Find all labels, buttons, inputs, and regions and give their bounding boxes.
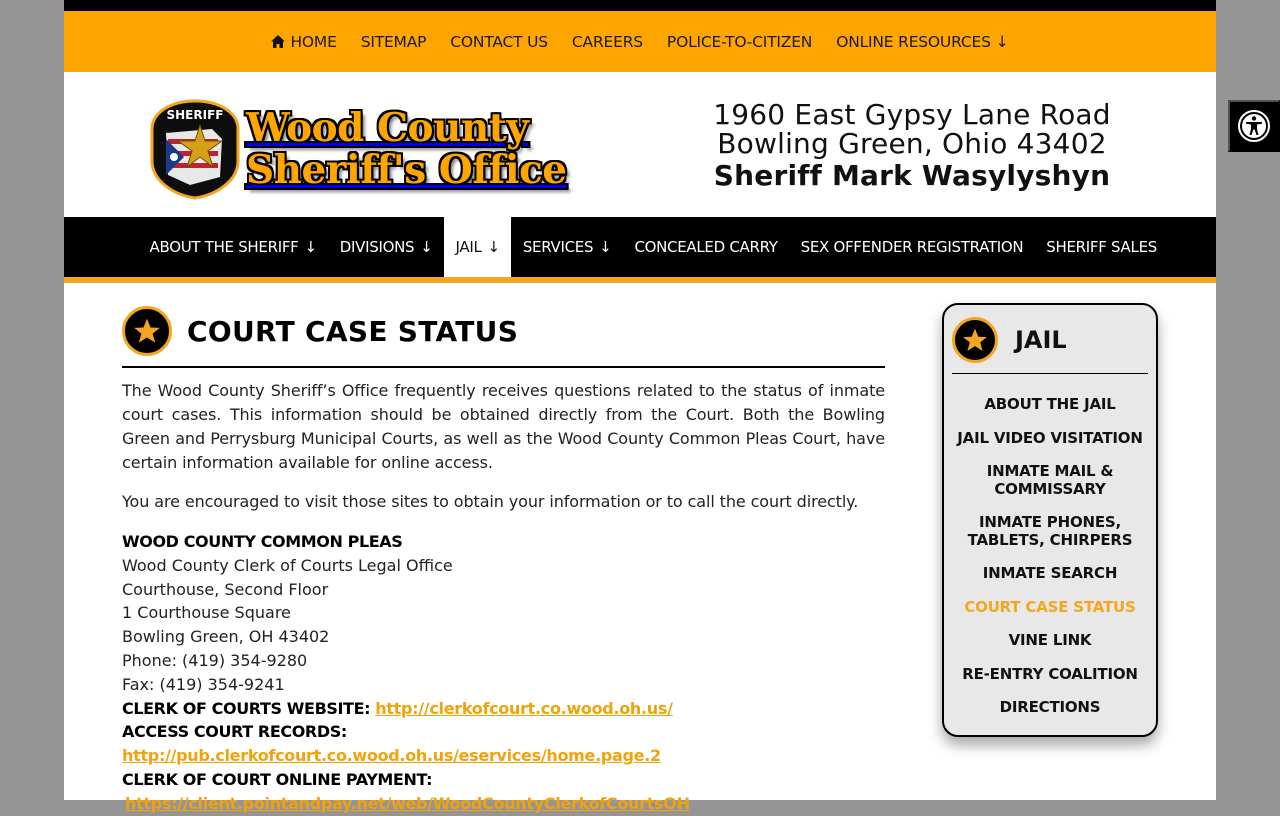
sidebar-item-inmate-phones[interactable]: INMATE PHONES, TABLETS, CHIRPERS bbox=[967, 513, 1133, 549]
records-label: ACCESS COURT RECORDS: bbox=[122, 722, 347, 742]
main-nav-concealed-carry[interactable] bbox=[623, 217, 789, 277]
court-city: Bowling Green, OH 43402 bbox=[122, 627, 330, 647]
arrow-down-icon: ↓ bbox=[995, 32, 1009, 51]
sidebar-header bbox=[944, 305, 1156, 365]
encourage-paragraph: You are encouraged to visit those sites to obtain your information or to call the court directly. bbox=[122, 492, 859, 511]
sidebar-menu bbox=[944, 396, 1156, 717]
intro-paragraph: The Wood County Sheriff’s Office frequently receives questions related to the status of inmate court cases. This information should be obtained directly from the Court. Both the Bowling Green and Perrysburg Municipal Courts, as well as the Wood County Common Pleas Court, have certain information available for online access. bbox=[122, 381, 885, 472]
main-nav-services[interactable] bbox=[511, 217, 623, 277]
star-icon bbox=[122, 306, 172, 356]
main-nav-label: JAIL bbox=[455, 238, 482, 256]
online-payment-link[interactable]: https://client.pointandpay.net/web/WoodCountyClerkofCourtsOH bbox=[125, 793, 690, 813]
utility-nav-label: HOME bbox=[290, 32, 337, 51]
court-fax: Fax: (419) 354-9241 bbox=[122, 674, 285, 694]
sheriff-name: Sheriff Mark Wasylyshyn bbox=[713, 159, 1111, 192]
site-logo[interactable] bbox=[150, 99, 567, 199]
jail-sidebar bbox=[942, 303, 1158, 737]
sidebar-item-directions[interactable]: DIRECTIONS bbox=[999, 698, 1101, 716]
main-nav bbox=[64, 217, 1216, 277]
utility-nav-careers[interactable] bbox=[572, 33, 643, 51]
star-icon bbox=[952, 317, 998, 363]
main-content bbox=[122, 300, 885, 816]
logo-line-1: Wood County bbox=[246, 105, 529, 151]
utility-nav-police-to-citizen[interactable] bbox=[667, 33, 812, 51]
sidebar-title: JAIL bbox=[1015, 326, 1067, 354]
top-black-bar bbox=[64, 0, 1216, 11]
court-street: 1 Courthouse Square bbox=[122, 603, 291, 623]
arrow-down-icon: ↓ bbox=[487, 238, 500, 256]
utility-nav-online-resources[interactable] bbox=[836, 33, 1008, 51]
main-nav-sheriff-sales[interactable] bbox=[1035, 217, 1169, 277]
main-nav-about-the-sheriff[interactable] bbox=[138, 217, 328, 277]
sidebar-item-inmate-search[interactable]: INMATE SEARCH bbox=[982, 564, 1118, 582]
court-phone: Phone: (419) 354-9280 bbox=[122, 650, 308, 670]
arrow-down-icon: ↓ bbox=[599, 238, 612, 256]
utility-nav-label: CONTACT US bbox=[450, 32, 548, 51]
utility-nav-label: POLICE-TO-CITIZEN bbox=[666, 32, 813, 51]
court-location: Courthouse, Second Floor bbox=[122, 579, 329, 599]
site-header bbox=[64, 72, 1216, 217]
utility-nav-sitemap[interactable] bbox=[361, 33, 427, 51]
court-office: Wood County Clerk of Courts Legal Office bbox=[122, 555, 453, 575]
main-nav-label: SERVICES bbox=[522, 238, 594, 256]
utility-nav-home[interactable] bbox=[271, 33, 336, 51]
home-icon bbox=[271, 35, 285, 48]
court-heading: WOOD COUNTY COMMON PLEAS bbox=[122, 532, 403, 551]
utility-nav-label: ONLINE RESOURCES bbox=[836, 32, 991, 51]
page-title: COURT CASE STATUS bbox=[187, 314, 519, 348]
utility-nav-contact-us[interactable] bbox=[450, 33, 548, 51]
accessibility-icon bbox=[1237, 109, 1271, 143]
logo-line-2: Sheriff's Office bbox=[246, 147, 567, 193]
utility-nav-label: CAREERS bbox=[571, 32, 643, 51]
website-label: CLERK OF COURTS WEBSITE: bbox=[122, 698, 371, 718]
logo-text bbox=[246, 107, 567, 191]
sidebar-item-inmate-mail[interactable]: INMATE MAIL & COMMISSARY bbox=[986, 462, 1114, 498]
main-nav-label: SEX OFFENDER REGISTRATION bbox=[800, 238, 1024, 256]
sheriff-badge-icon bbox=[150, 99, 240, 199]
main-nav-divisions[interactable] bbox=[328, 217, 444, 277]
utility-nav-label: SITEMAP bbox=[360, 32, 427, 51]
accessibility-button[interactable] bbox=[1228, 100, 1280, 152]
payment-label: CLERK OF COURT ONLINE PAYMENT: bbox=[122, 769, 433, 789]
main-nav-label: SHERIFF SALES bbox=[1046, 238, 1157, 256]
main-nav-label: DIVISIONS bbox=[339, 238, 415, 256]
court-info bbox=[122, 530, 885, 816]
main-nav-sex-offender-registration[interactable] bbox=[789, 217, 1035, 277]
utility-nav bbox=[64, 11, 1216, 72]
sidebar-item-jail-video-visitation[interactable]: JAIL VIDEO VISITATION bbox=[957, 428, 1143, 447]
clerk-website-link[interactable]: http://clerkofcourt.co.wood.oh.us/ bbox=[375, 698, 673, 718]
main-nav-jail[interactable] bbox=[444, 217, 511, 277]
main-nav-label: CONCEALED CARRY bbox=[634, 238, 778, 256]
sidebar-item-court-case-status[interactable]: COURT CASE STATUS bbox=[964, 597, 1136, 616]
page bbox=[64, 0, 1216, 813]
page-title-row bbox=[122, 302, 885, 360]
arrow-down-icon: ↓ bbox=[420, 238, 433, 256]
svg-text:SHERIFF: SHERIFF bbox=[166, 108, 224, 122]
sidebar-item-about-the-jail[interactable]: ABOUT THE JAIL bbox=[984, 395, 1116, 413]
address-street: 1960 East Gypsy Lane Road bbox=[713, 98, 1111, 131]
header-address bbox=[664, 100, 1160, 194]
court-records-link[interactable]: http://pub.clerkofcourt.co.wood.oh.us/eservices/home.page.2 bbox=[122, 746, 661, 766]
nav-accent-stripe bbox=[64, 277, 1216, 283]
sidebar-item-re-entry-coalition[interactable]: RE-ENTRY COALITION bbox=[962, 664, 1138, 683]
title-divider bbox=[122, 366, 885, 368]
arrow-down-icon: ↓ bbox=[304, 238, 317, 256]
sidebar-item-vine-link[interactable]: VINE LINK bbox=[1008, 631, 1092, 649]
address-city: Bowling Green, Ohio 43402 bbox=[717, 127, 1107, 160]
sidebar-divider bbox=[952, 373, 1148, 374]
main-nav-label: ABOUT THE SHERIFF bbox=[149, 238, 299, 256]
